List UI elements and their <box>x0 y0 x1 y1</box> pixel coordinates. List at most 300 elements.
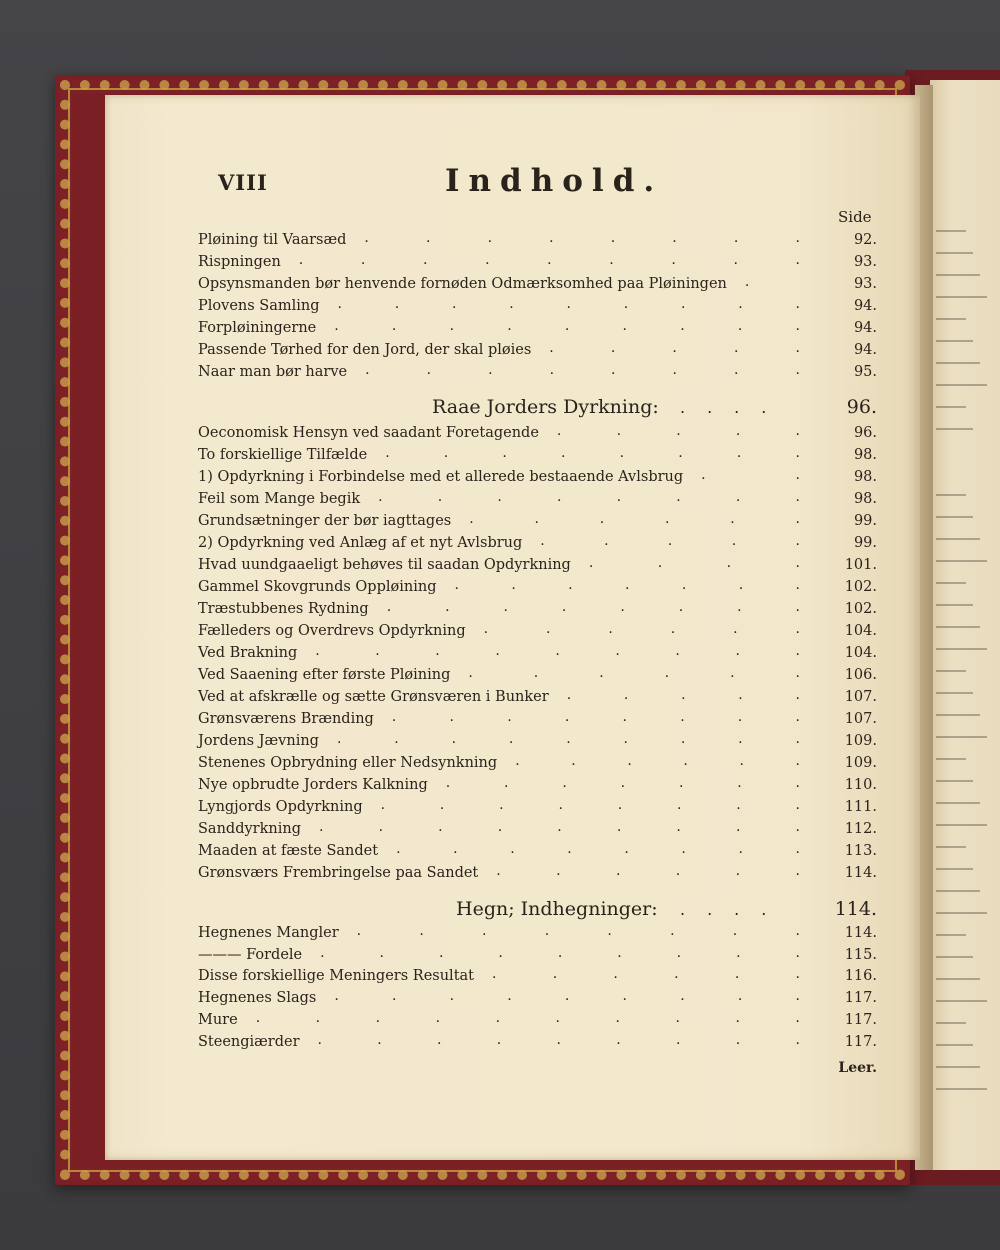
toc-entry-page: 116. <box>844 968 877 985</box>
dot-leader <box>385 445 800 461</box>
leader-dot: . <box>364 230 369 246</box>
facing-page-text-line <box>936 264 980 276</box>
leader-dot: . <box>735 819 741 835</box>
leader-dot: . <box>607 923 612 939</box>
leader-dot: . <box>672 362 677 378</box>
leader-dot: . <box>795 511 800 527</box>
leader-dot: . <box>664 665 670 681</box>
leader-dot: . <box>435 1009 441 1026</box>
leader-dot: . <box>681 296 686 312</box>
toc-entry-text: Hegnenes Mangler <box>198 925 339 941</box>
facing-page-text-line <box>936 308 966 320</box>
leader-dot: . <box>375 643 380 659</box>
leader-dot: . <box>507 988 512 1005</box>
leader-dot: . <box>468 665 473 681</box>
leader-dot: . <box>604 533 609 549</box>
leader-dot: . <box>556 423 562 439</box>
dot-leader <box>496 863 800 879</box>
leader-dot: . <box>615 643 620 659</box>
leader-dot: . <box>732 923 738 939</box>
leader-dot: . <box>795 797 800 813</box>
dot-leader <box>589 555 800 571</box>
leader-dot: . <box>449 709 454 725</box>
toc-entry-page: 93. <box>853 276 877 292</box>
leader-dot: . <box>566 687 572 703</box>
leader-dot: . <box>438 944 444 961</box>
leader-dot: . <box>571 753 576 769</box>
dot-leader <box>334 318 800 334</box>
dot-leader <box>364 230 800 246</box>
facing-page-text-line <box>936 528 980 540</box>
leader-dot: . <box>675 1009 680 1026</box>
facing-page-text-line <box>936 396 966 408</box>
toc-entry-page: 110. <box>844 777 877 793</box>
toc-entry-text: Grundsætninger der bør iagttages <box>198 513 452 529</box>
leader-dot: . <box>504 775 509 791</box>
dot-leader <box>319 819 800 835</box>
leader-dot: . <box>678 445 683 461</box>
leader-dot: . <box>564 709 570 725</box>
toc-entry-page: 99. <box>853 513 877 529</box>
leader-dot: . <box>676 489 681 505</box>
leader-dot: . <box>672 340 677 356</box>
leader-dot: . <box>738 577 744 593</box>
toc-entry-page: 101. <box>844 557 877 573</box>
toc-entry-page: 109. <box>844 755 877 771</box>
toc-entry-page: 113. <box>844 843 877 859</box>
leader-dot: . <box>676 797 682 813</box>
leader-dot: . <box>507 709 512 725</box>
dot-leader <box>454 577 800 593</box>
facing-page-text-line <box>936 572 966 584</box>
leader-dot: . <box>608 621 613 637</box>
section-page-2: 114. <box>834 898 877 920</box>
leader-dot: . <box>549 362 555 378</box>
toc-entry-page: 114. <box>844 925 877 941</box>
leader-dot: . <box>496 1031 502 1048</box>
leader-dot: . <box>730 511 735 527</box>
leader-dot: . <box>678 599 684 615</box>
facing-page-text-line <box>936 418 973 430</box>
toc-entry-page: 94. <box>853 342 877 358</box>
leader-dot: . <box>738 841 743 857</box>
leader-dot: . <box>394 731 399 747</box>
leader-dot: . <box>495 1009 501 1026</box>
leader-dot: . <box>386 599 392 615</box>
toc-entry-text: Sanddyrkning <box>198 821 301 837</box>
leader-dot: . <box>558 797 563 813</box>
leader-dot: . <box>320 944 325 961</box>
leader-dot: . <box>503 599 508 615</box>
toc-entry-page: 115. <box>844 946 877 963</box>
leader-dot: . <box>334 988 339 1005</box>
dot-leader <box>365 362 800 378</box>
leader-dot: . <box>616 423 622 439</box>
toc-entry-text: Forpløiningerne <box>198 320 317 336</box>
leader-dot: . <box>533 665 539 681</box>
leader-dot: . <box>546 621 551 637</box>
dot-leader <box>334 988 800 1004</box>
section-page-1: 96. <box>846 396 877 418</box>
facing-page-text-line <box>936 374 987 386</box>
leader-dot: . <box>556 1031 561 1048</box>
leader-dot: . <box>736 445 742 461</box>
leader-dot: . <box>599 665 604 681</box>
toc-entry-text: Grønsværens Brænding <box>198 711 374 727</box>
facing-page-text-line <box>936 704 980 716</box>
leader-dot: . <box>731 533 737 549</box>
leader-dot: . <box>670 923 675 939</box>
leader-dot: . <box>562 775 567 791</box>
facing-page-text-line <box>936 858 973 870</box>
leader-dot: . <box>334 318 339 334</box>
facing-page-text-line <box>936 902 987 914</box>
leader-dot: . <box>391 988 397 1005</box>
toc-entry-text: 2) Opdyrkning ved Anlæg af et nyt Avlsbrug <box>198 535 523 551</box>
toc-entry-page: 93. <box>853 254 877 270</box>
leader-dot: . <box>451 731 457 747</box>
leader-dot: . <box>445 599 450 615</box>
leader-dot: . <box>613 966 618 983</box>
dot-leader <box>515 753 800 769</box>
leader-dot: . <box>375 1009 381 1026</box>
leader-dot: . <box>795 230 800 246</box>
leader-dot: . <box>795 665 800 681</box>
leader-dot: . <box>737 318 743 334</box>
toc-entry-text: 1) Opdyrkning i Forbindelse med et allerede bestaaende Avlsbrug <box>198 469 684 485</box>
leader-dot: . <box>568 577 573 593</box>
leader-dot: . <box>733 252 738 268</box>
leader-dot: . <box>394 296 400 312</box>
leader-dot: . <box>385 445 390 461</box>
leader-dot: . <box>615 1009 620 1026</box>
leader-dot: . <box>496 863 501 879</box>
dot-leader <box>357 923 800 939</box>
leader-dot: . <box>737 988 743 1005</box>
leader-dot: . <box>510 841 515 857</box>
leader-dot: . <box>795 252 800 268</box>
leader-dot: . <box>439 797 445 813</box>
leader-dot: . <box>617 797 623 813</box>
leader-dot: . <box>298 252 304 268</box>
leader-dot: . <box>701 467 706 483</box>
toc-entry-text: Plovens Samling <box>198 298 320 314</box>
leader-dot: . <box>544 923 550 939</box>
facing-page-text-line <box>936 220 966 232</box>
leader-dot: . <box>564 988 570 1005</box>
leader-dot: . <box>315 1009 321 1026</box>
dot-leader <box>540 533 800 549</box>
facing-page-text-line <box>936 748 966 760</box>
leader-dot: . <box>454 577 459 593</box>
leader-dot: . <box>610 340 616 356</box>
leader-dot: . <box>737 709 743 725</box>
leader-dot: . <box>620 775 626 791</box>
toc-entry-text: ——— Fordele <box>198 946 303 963</box>
page-title: Indhold. <box>445 163 664 199</box>
leader-dot: . <box>552 966 558 983</box>
facing-page-text-line <box>936 638 987 650</box>
leader-dot: . <box>540 533 545 549</box>
toc-entry-page: 106. <box>844 667 877 683</box>
leader-dot: . <box>738 296 743 312</box>
leader-dot: . <box>795 1009 800 1026</box>
toc-entry-page: 117. <box>844 1033 877 1050</box>
leader-dot: . <box>378 819 384 835</box>
leader-dot: . <box>566 731 571 747</box>
leader-dot: . <box>680 988 685 1005</box>
facing-page-text-line <box>936 506 973 518</box>
leader-dot: . <box>396 841 401 857</box>
leader-dot: . <box>733 621 738 637</box>
facing-page-text-line <box>936 990 987 1002</box>
leader-dot: . <box>795 555 800 571</box>
leader-dot: . <box>625 577 630 593</box>
leader-dot: . <box>557 819 562 835</box>
facing-page-text-line <box>936 330 973 342</box>
leader-dot: . <box>795 819 800 835</box>
toc-entry-page: 104. <box>844 623 877 639</box>
dot-leader <box>396 841 800 857</box>
leader-dot: . <box>449 318 455 334</box>
leader-dot: . <box>674 966 679 983</box>
leader-dot: . <box>795 841 800 857</box>
leader-dot: . <box>419 923 424 939</box>
leader-dot: . <box>337 296 342 312</box>
leader-dot: . <box>680 318 685 334</box>
leader-dot: . <box>443 445 449 461</box>
toc-entry-page: 104. <box>844 645 877 661</box>
facing-page-text-line <box>936 550 987 562</box>
section-heading-2: Hegn; Indhegninger: <box>456 898 658 920</box>
leader-dot: . <box>617 944 622 961</box>
leader-dot: . <box>336 731 342 747</box>
toc-entry-page: 98. <box>853 491 877 507</box>
leader-dot: . <box>733 230 739 246</box>
toc-entry-page: 94. <box>853 298 877 314</box>
facing-page-text-line <box>936 726 987 738</box>
toc-entry-text: Lyngjords Opdyrkning <box>198 799 363 815</box>
leader-dot: . <box>675 643 680 659</box>
leader-dot: . <box>438 819 443 835</box>
leader-dot: . <box>795 340 800 356</box>
leader-dot: . <box>795 775 800 791</box>
leader-dot: . <box>795 599 800 615</box>
leader-dot: . <box>676 944 682 961</box>
dot-leader <box>337 731 800 747</box>
leader-dot: . <box>795 489 800 505</box>
leader-dot: . <box>676 1031 681 1048</box>
leader-dot: . <box>555 1009 560 1026</box>
facing-page-text-line <box>936 594 973 606</box>
leader-dot: . <box>482 923 487 939</box>
dot-leader <box>446 775 800 791</box>
toc-entry-page: 111. <box>844 799 877 815</box>
facing-page-text-line <box>936 484 966 496</box>
toc-entry-text: Steengiærder <box>198 1033 300 1050</box>
leader-dot: . <box>622 988 627 1005</box>
leader-dot: . <box>681 841 686 857</box>
toc-entry-page: 114. <box>844 865 877 881</box>
leader-dot: . <box>360 252 366 268</box>
leader-dot: . <box>733 340 739 356</box>
leader-dot: . <box>736 797 741 813</box>
leader-dot: . <box>609 252 614 268</box>
leader-dot: . <box>588 555 594 571</box>
leader-dot: . <box>670 621 676 637</box>
dot-leader <box>315 643 800 659</box>
section-leader-1: .... <box>680 398 789 417</box>
toc-entry-page: 98. <box>853 469 877 485</box>
facing-page-text-line <box>936 242 973 254</box>
toc-entry-page: 109. <box>844 733 877 749</box>
leader-dot: . <box>619 445 625 461</box>
dot-leader <box>392 709 800 725</box>
leader-dot: . <box>561 599 567 615</box>
dot-leader <box>381 797 800 813</box>
leader-dot: . <box>497 819 503 835</box>
leader-dot: . <box>452 296 457 312</box>
leader-dot: . <box>735 1031 741 1048</box>
leader-dot: . <box>453 841 458 857</box>
facing-page-text-line <box>936 814 987 826</box>
leader-dot: . <box>616 1031 621 1048</box>
toc-entry-text: Mure <box>198 1011 238 1028</box>
dot-leader <box>338 296 800 312</box>
leader-dot: . <box>681 577 687 593</box>
facing-page-text-line <box>936 968 980 980</box>
leader-dot: . <box>488 362 493 378</box>
dot-leader <box>320 945 800 961</box>
toc-entry-text: Stenenes Opbrydning eller Nedsynkning <box>198 755 498 771</box>
leader-dot: . <box>502 445 507 461</box>
leader-dot: . <box>795 753 800 769</box>
dot-leader <box>745 274 800 290</box>
dot-leader <box>318 1032 800 1048</box>
leader-dot: . <box>547 252 552 268</box>
leader-dot: . <box>735 863 741 879</box>
leader-dot: . <box>726 555 732 571</box>
leader-dot: . <box>795 643 800 659</box>
leader-dot: . <box>485 252 490 268</box>
leader-dot: . <box>391 709 397 725</box>
leader-dot: . <box>498 944 503 961</box>
leader-dot: . <box>627 753 632 769</box>
leader-dot: . <box>561 445 566 461</box>
leader-dot: . <box>556 863 561 879</box>
toc-entry-text: Træstubbenes Rydning <box>198 601 369 617</box>
leader-dot: . <box>566 296 571 312</box>
leader-dot: . <box>795 731 800 747</box>
leader-dot: . <box>683 753 688 769</box>
leader-dot: . <box>483 621 489 637</box>
leader-dot: . <box>680 709 685 725</box>
leader-dot: . <box>795 1031 800 1048</box>
leader-dot: . <box>616 489 622 505</box>
toc-entry-text: Jordens Jævning <box>198 733 319 749</box>
leader-dot: . <box>678 775 684 791</box>
leader-dot: . <box>449 988 455 1005</box>
leader-dot: . <box>681 687 686 703</box>
leader-dot: . <box>497 489 502 505</box>
facing-page-text-line <box>936 616 980 628</box>
leader-dot: . <box>365 362 370 378</box>
toc-entry-page: 99. <box>853 535 877 551</box>
leader-dot: . <box>611 362 616 378</box>
leader-dot: . <box>795 709 800 725</box>
leader-dot: . <box>795 944 800 961</box>
toc-entry-text: Pløining til Vaarsæd <box>198 232 347 248</box>
leader-dot: . <box>549 230 554 246</box>
page-number: VIII <box>218 170 268 195</box>
leader-dot: . <box>469 511 474 527</box>
leader-dot: . <box>567 841 572 857</box>
leader-dot: . <box>657 555 663 571</box>
leader-dot: . <box>620 599 625 615</box>
leader-dot: . <box>391 318 397 334</box>
leader-dot: . <box>730 665 735 681</box>
leader-dot: . <box>739 753 744 769</box>
facing-page-text-line <box>936 660 966 672</box>
leader-dot: . <box>495 643 500 659</box>
toc-entry-text: Ved at afskrælle og sætte Grønsværen i Bunker <box>198 689 549 705</box>
toc-entry-page: 96. <box>853 425 877 441</box>
leader-dot: . <box>623 687 629 703</box>
toc-entry-text: Feil som Mange begik <box>198 491 361 507</box>
leader-dot: . <box>624 841 629 857</box>
toc-entry-text: Passende Tørhed for den Jord, der skal pløies <box>198 342 532 358</box>
leader-dot: . <box>425 230 431 246</box>
leader-dot: . <box>795 423 800 439</box>
leader-dot: . <box>508 731 514 747</box>
leader-dot: . <box>487 230 493 246</box>
dot-leader <box>468 665 800 681</box>
dot-leader <box>701 467 800 483</box>
facing-page-text-line <box>936 880 980 892</box>
leader-dot: . <box>378 489 383 505</box>
leader-dot: . <box>492 966 497 983</box>
toc-entry-text: Hegnenes Slags <box>198 990 317 1007</box>
facing-page-text-line <box>936 1012 966 1024</box>
leader-dot: . <box>379 944 384 961</box>
leader-dot: . <box>795 863 800 879</box>
dot-leader <box>378 489 800 505</box>
toc-entry-page: 94. <box>853 320 877 336</box>
facing-page-text-line <box>936 286 987 298</box>
dot-leader <box>387 599 800 615</box>
toc-entry-text: Hvad uundgaaeligt behøves til saadan Opdyrkning <box>198 557 571 573</box>
leader-dot: . <box>557 944 563 961</box>
toc-entry-text: Nye opbrudte Jorders Kalkning <box>198 777 428 793</box>
leader-dot: . <box>795 988 800 1005</box>
leader-dot: . <box>623 296 629 312</box>
dot-leader <box>549 340 800 356</box>
leader-dot: . <box>676 423 681 439</box>
leader-dot: . <box>734 362 739 378</box>
leader-dot: . <box>744 274 750 290</box>
facing-page-text-line <box>936 836 966 848</box>
dot-leader <box>256 1010 800 1026</box>
leader-dot: . <box>671 252 676 268</box>
leader-dot: . <box>549 340 554 356</box>
dot-leader <box>469 511 800 527</box>
leader-dot: . <box>515 753 520 769</box>
leader-dot: . <box>735 423 741 439</box>
toc-entry-page: 102. <box>844 579 877 595</box>
leader-dot: . <box>555 643 560 659</box>
leader-dot: . <box>422 252 428 268</box>
facing-page-text-line <box>936 946 973 958</box>
